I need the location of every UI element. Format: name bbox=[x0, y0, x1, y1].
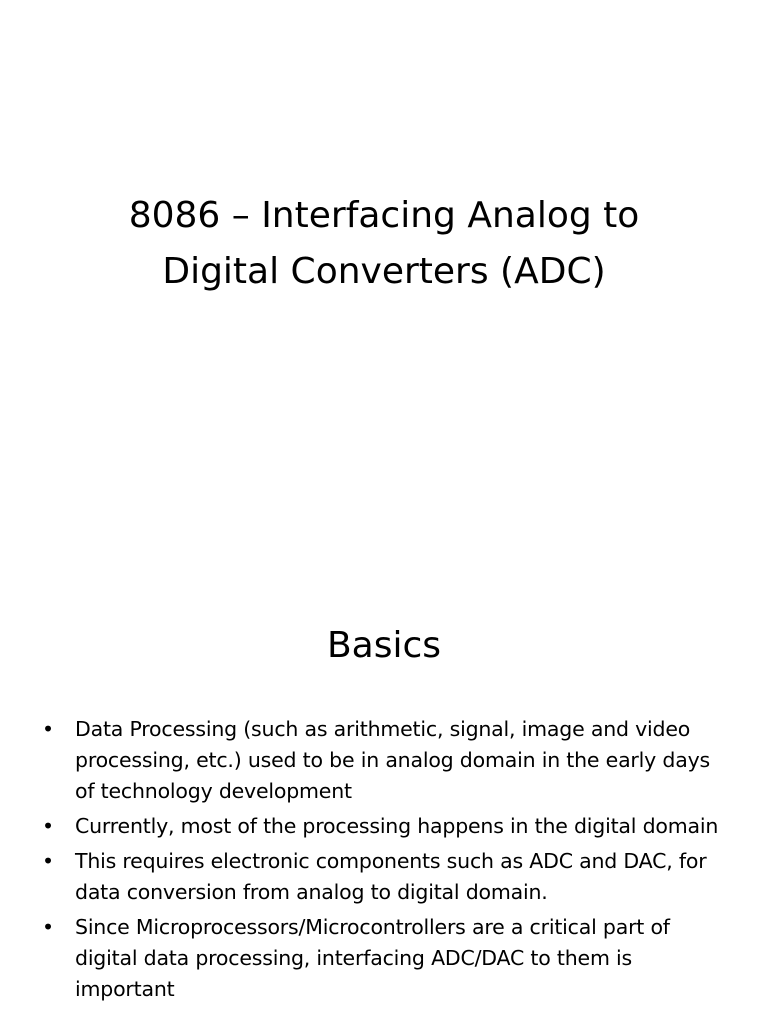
bullet-text: Data Processing (such as arithmetic, signal, image and video processing, etc.) used to be in analog domain in the early days of technology development bbox=[75, 717, 710, 803]
bullet-marker: • bbox=[42, 915, 54, 939]
bullet-item bbox=[40, 912, 730, 1005]
bullet-text: Since Microprocessors/Microcontrollers are a critical part of digital data processing, interfacing ADC/DAC to them is important bbox=[75, 915, 670, 1001]
section-title: Basics bbox=[326, 625, 442, 666]
bullet-marker: • bbox=[42, 814, 54, 838]
bullet-item bbox=[40, 714, 730, 807]
basics-slide bbox=[0, 576, 768, 1024]
bullet-text: Currently, most of the processing happens in the digital domain bbox=[75, 814, 719, 838]
bullet-text: This requires electronic components such as ADC and DAC, for data conversion from analog to digital domain. bbox=[75, 849, 707, 904]
slide-title-line-1: 8086 – Interfacing Analog to bbox=[128, 195, 640, 236]
bullet-marker: • bbox=[42, 849, 54, 873]
bullet-item bbox=[40, 846, 730, 908]
bullet-marker: • bbox=[42, 717, 54, 741]
slide-title bbox=[60, 188, 708, 300]
bullet-item bbox=[40, 811, 730, 842]
slide-title-line-2: Digital Converters (ADC) bbox=[162, 251, 606, 292]
bullet-list bbox=[40, 714, 730, 1009]
